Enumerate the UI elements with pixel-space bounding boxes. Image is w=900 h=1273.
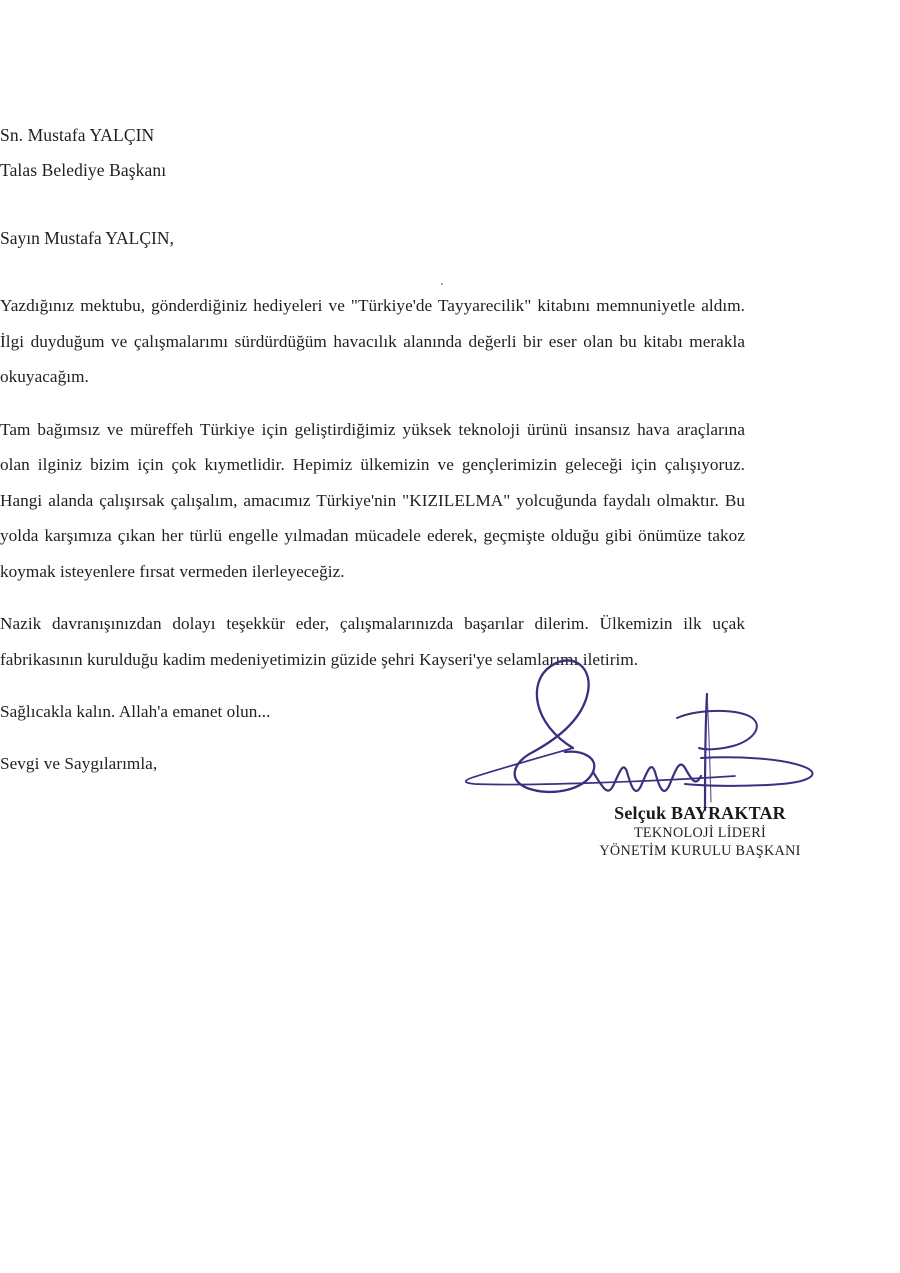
body-paragraph-5: Sevgi ve Saygılarımla, [0,753,158,773]
handwritten-signature [455,652,845,817]
body-paragraph-2: Tam bağımsız ve müreffeh Türkiye için geliştirdiğimiz yüksek teknoloji ürünü insansız hava araçlarına olan ilginiz bizim için çok kıymetlidir. Hepimiz ülkemizin ve gençlerimizin geleceği için çalışıyoruz. Hangi alanda çalışırsak çalışalım, amacımız Türkiye'nin "KIZILELMA" yolcuğunda faydalı olmaktır. Bu yolda karşımıza çıkan her türlü engelle yılmadan mücadele ederek, geçmişte olduğu gibi önümüze takoz koymak isteyenlere fırsat vermeden ilerleyeceğiz. [0,419,745,581]
signature-title-1: TEKNOLOJİ LİDERİ [633,825,767,841]
signature-title-2: YÖNETİM KURULU BAŞKANI [599,843,801,859]
signature-block [520,802,880,860]
salutation: Sayın Mustafa YALÇIN, [0,228,174,248]
scan-speck [441,283,443,285]
body-paragraph-4: Sağlıcakla kalın. Allah'a emanet olun... [0,702,271,721]
signature-name: Selçuk BAYRAKTAR [614,803,786,823]
recipient-title: Talas Belediye Başkanı [0,160,167,180]
recipient-name: Sn. Mustafa YALÇIN [0,125,155,145]
body-paragraph-3: Nazik davranışınızdan dolayı teşekkür eder, çalışmalarınızda başarılar dilerim. Ülkemizin ilk uçak fabrikasının kurulduğu kadim medeniyetimizin güzide şehri Kayseri'ye selamlarımı iletirim. [0,614,745,669]
recipient-block [0,118,480,188]
body-paragraph-1: Yazdığınız mektubu, gönderdiğiniz hediyeleri ve "Türkiye'de Tayyarecilik" kitabını memnuniyetle aldım. İlgi duyduğum ve çalışmalarımı sürdürdüğüm havacılık alanında değerli bir eser olan bu kitabı merakla okuyacağım. [0,296,745,386]
